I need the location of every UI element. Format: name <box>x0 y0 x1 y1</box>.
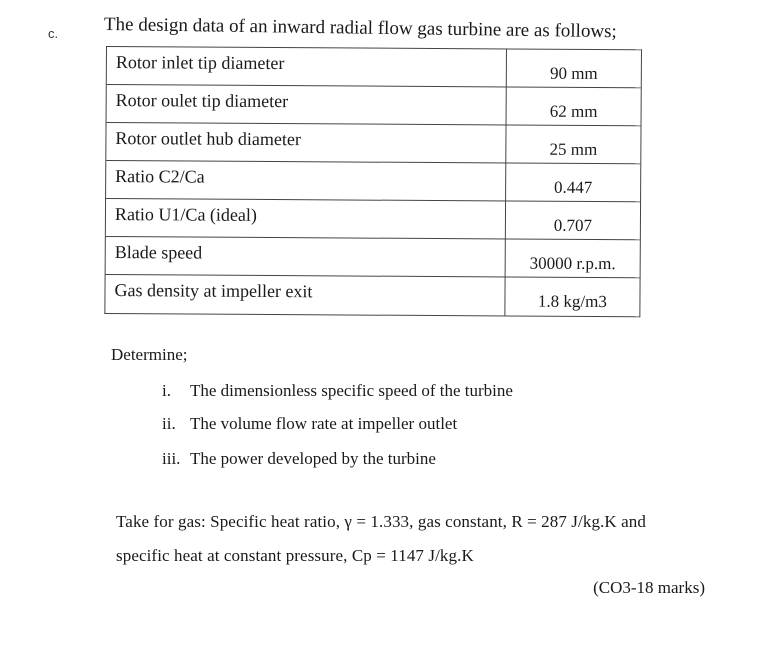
gas-properties-line-1: Take for gas: Specific heat ratio, γ = 1.333, gas constant, R = 287 J/kg.K and <box>116 512 646 531</box>
row-value: 30000 r.p.m. <box>529 253 616 274</box>
row-value: 1.8 kg/m3 <box>537 291 607 312</box>
question-heading: The design data of an inward radial flow gas turbine are as follows; <box>103 14 617 43</box>
table-row <box>107 46 641 87</box>
table-row <box>107 84 641 125</box>
determine-item <box>162 414 457 434</box>
item-number: i. <box>162 381 171 400</box>
item-number: iii. <box>162 449 181 468</box>
item-text: The power developed by the turbine <box>190 449 436 468</box>
marks-label: (CO3-18 marks) <box>593 578 705 597</box>
item-number: ii. <box>162 414 176 433</box>
table-row <box>106 160 640 201</box>
row-value: 90 mm <box>549 63 598 84</box>
gas-properties-line-2: specific heat at constant pressure, Cp = 1147 J/kg.K <box>116 546 474 565</box>
row-value: 0.707 <box>553 215 593 235</box>
question-label: c. <box>48 26 59 41</box>
determine-item <box>162 381 513 401</box>
row-label: Rotor oulet tip diameter <box>115 90 289 112</box>
row-label: Blade speed <box>114 242 203 263</box>
table-row <box>105 274 639 315</box>
row-label: Ratio U1/Ca (ideal) <box>114 204 258 225</box>
table-row <box>106 236 640 277</box>
design-data-table <box>104 46 642 317</box>
row-label: Gas density at impeller exit <box>114 280 313 302</box>
item-text: The volume flow rate at impeller outlet <box>190 414 458 433</box>
item-text: The dimensionless specific speed of the turbine <box>190 381 513 400</box>
row-label: Rotor outlet hub diameter <box>115 128 301 150</box>
row-value: 62 mm <box>549 101 598 122</box>
table-row <box>106 198 640 239</box>
row-label: Rotor inlet tip diameter <box>115 52 285 74</box>
determine-title: Determine; <box>111 345 188 364</box>
table-row <box>106 122 640 163</box>
row-value: 25 mm <box>549 139 598 160</box>
row-label: Ratio C2/Ca <box>115 166 205 187</box>
row-value: 0.447 <box>553 177 593 197</box>
determine-item <box>162 449 436 469</box>
